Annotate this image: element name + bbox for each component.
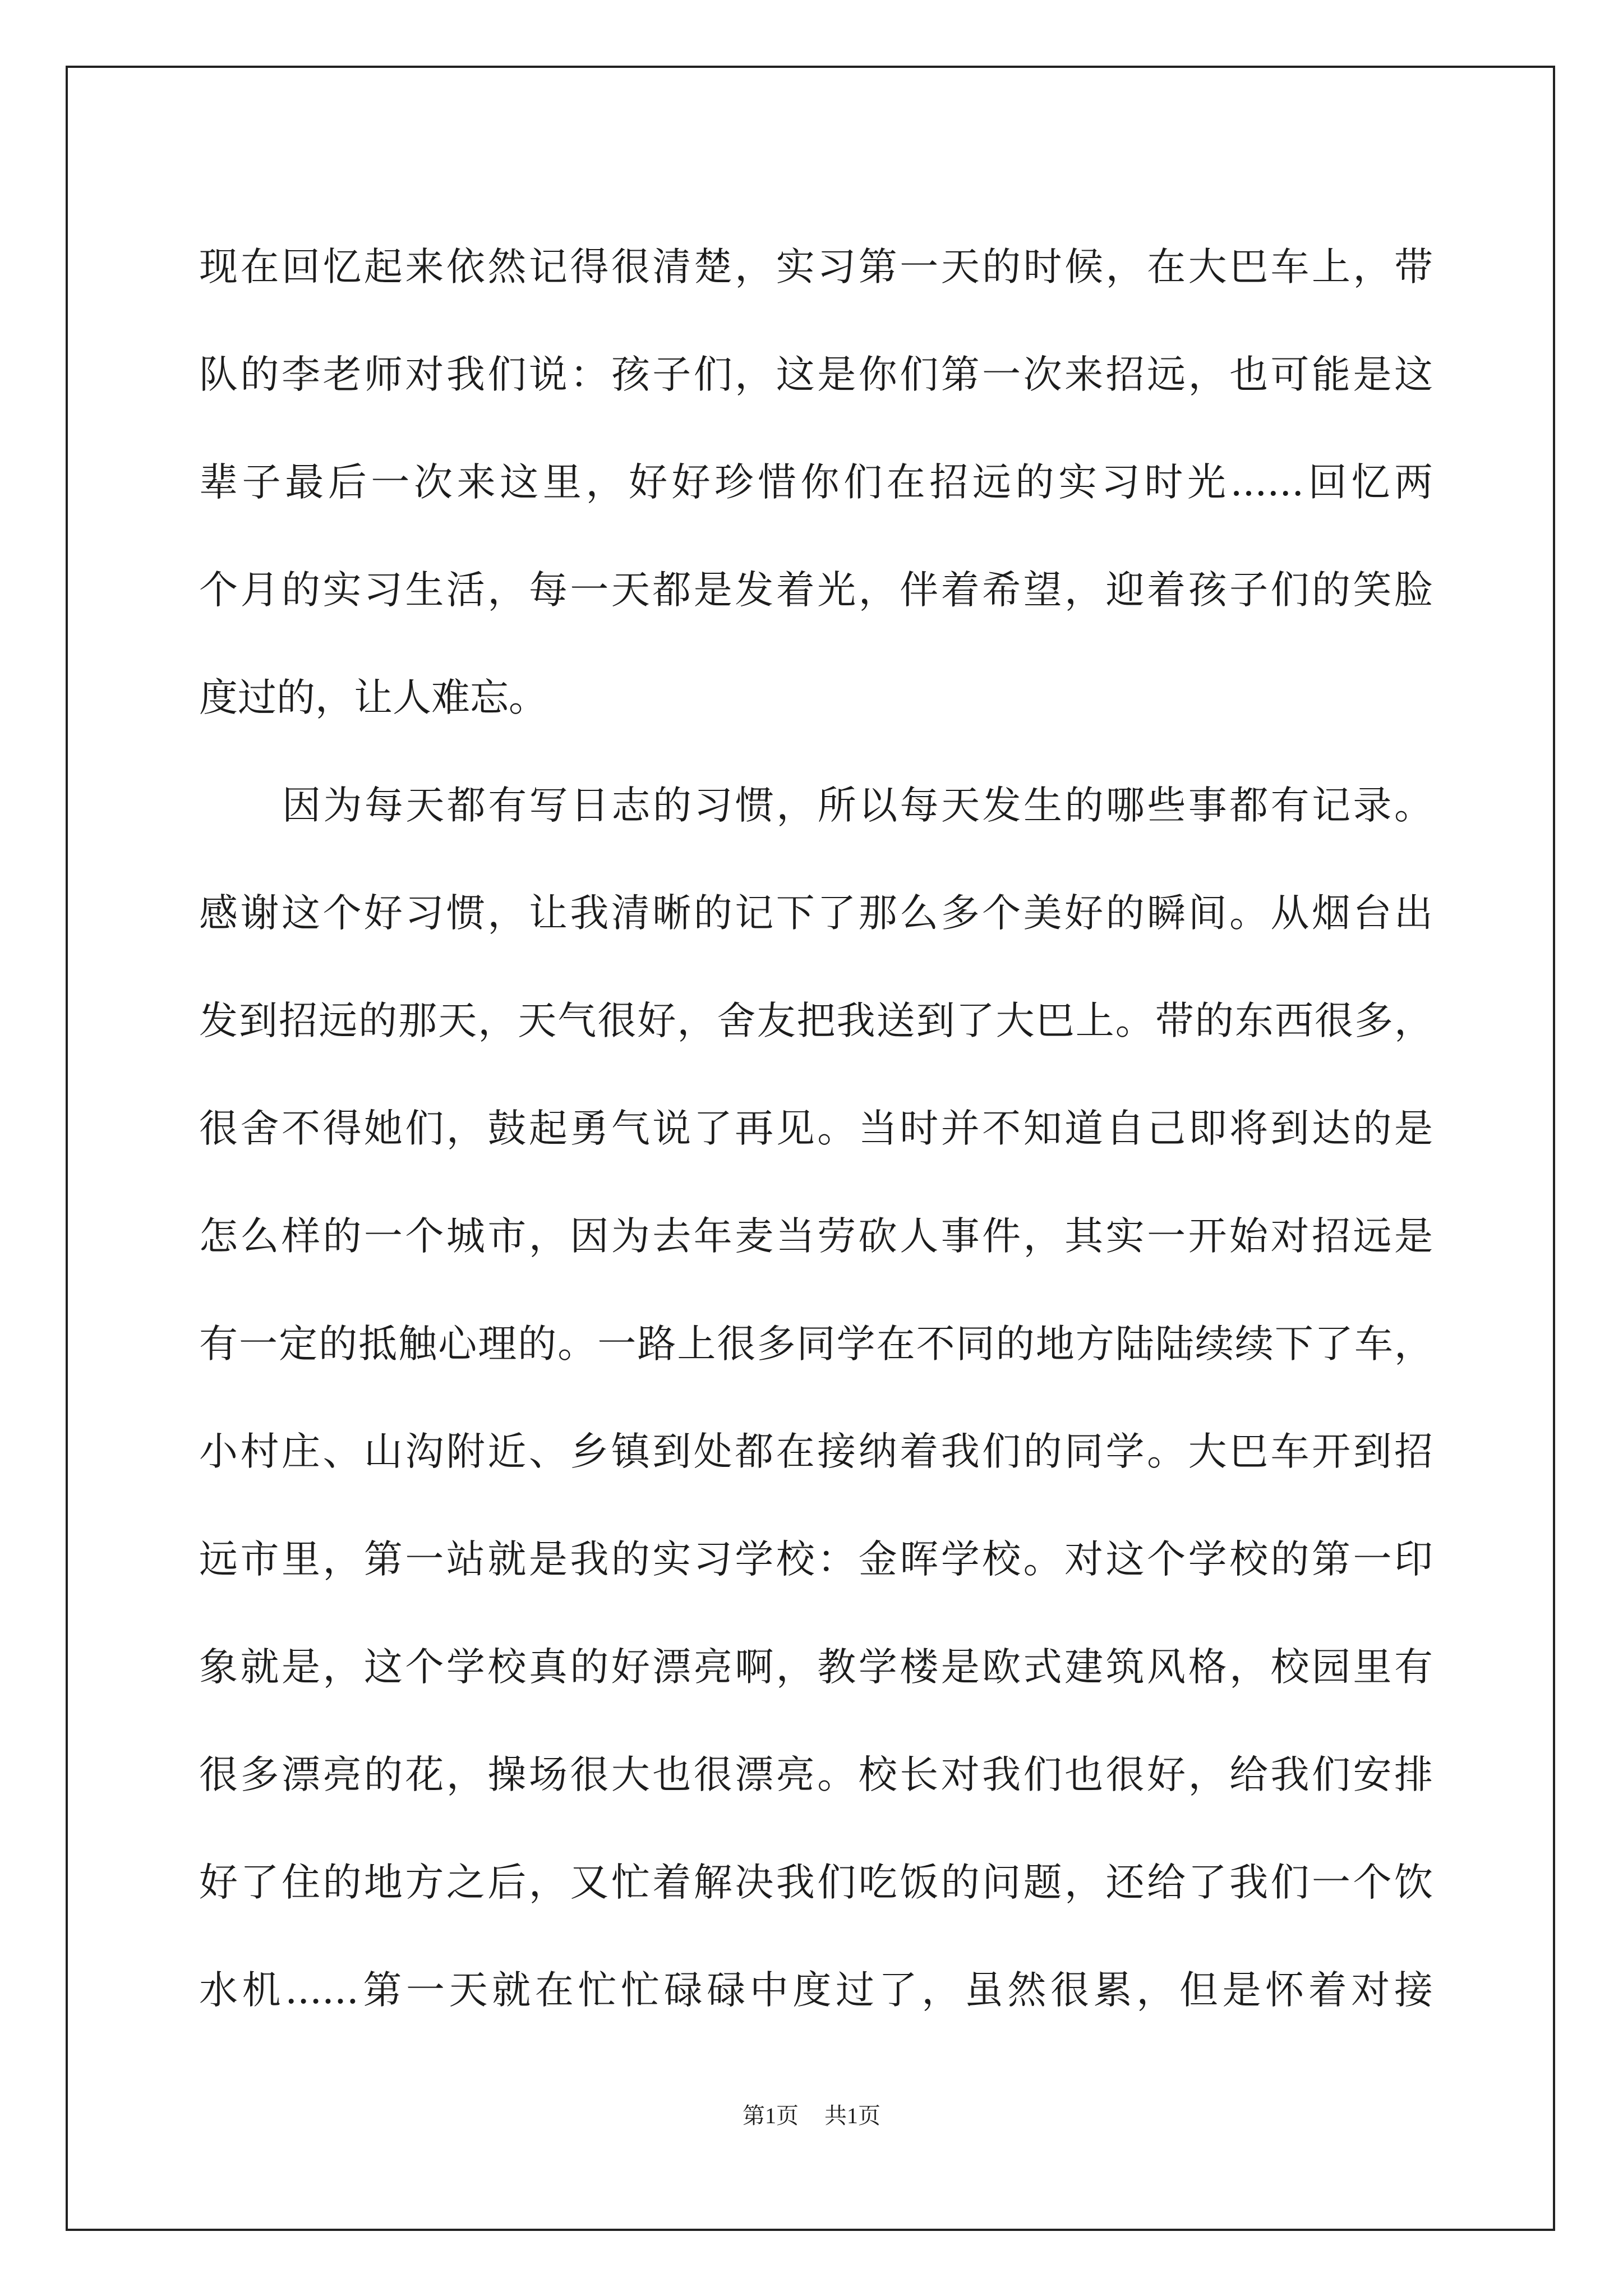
- text-line: 怎么样的一个城市，因为去年麦当劳砍人事件，其实一开始对招远是: [199, 1214, 1433, 1259]
- text-line: 很舍不得她们，鼓起勇气说了再见。当时并不知道自己即将到达的是: [199, 1106, 1433, 1151]
- text-line: 感谢这个好习惯，让我清晰的记下了那么多个美好的瞬间。从烟台出: [199, 891, 1433, 936]
- text-line: 水机......第一天就在忙忙碌碌中度过了，虽然很累，但是怀着对接: [199, 1968, 1433, 2013]
- text-line-paragraph-start: 因为每天都有写日志的习惯，所以每天发生的哪些事都有记录。: [282, 783, 1433, 828]
- text-line: 象就是，这个学校真的好漂亮啊，教学楼是欧式建筑风格，校园里有: [199, 1645, 1433, 1690]
- page-footer: [0, 2098, 1623, 2130]
- text-line: 辈子最后一次来这里，好好珍惜你们在招远的实习时光......回忆两: [199, 460, 1433, 505]
- text-line: 好了住的地方之后，又忙着解决我们吃饭的问题，还给了我们一个饮: [199, 1860, 1433, 1905]
- text-line: 度过的，让人难忘。: [199, 675, 547, 720]
- text-line: 很多漂亮的花，操场很大也很漂亮。校长对我们也很好，给我们安排: [199, 1752, 1433, 1797]
- page-count: 共1页: [824, 2103, 880, 2128]
- text-line: 个月的实习生活，每一天都是发着光，伴着希望，迎着孩子们的笑脸: [199, 568, 1433, 613]
- text-line: 远市里，第一站就是我的实习学校：金晖学校。对这个学校的第一印: [199, 1537, 1433, 1582]
- text-line: 有一定的抵触心理的。一路上很多同学在不同的地方陆陆续续下了车，: [199, 1322, 1433, 1366]
- text-line: 现在回忆起来依然记得很清楚，实习第一天的时候，在大巴车上，带: [199, 245, 1433, 289]
- page-number: 第1页: [743, 2103, 799, 2128]
- text-line: 队的李老师对我们说：孩子们，这是你们第一次来招远，也可能是这: [199, 352, 1433, 397]
- document-body: [199, 213, 1433, 2044]
- text-line: 发到招远的那天，天气很好，舍友把我送到了大巴上。带的东西很多，: [199, 999, 1433, 1043]
- text-line: 小村庄、山沟附近、乡镇到处都在接纳着我们的同学。大巴车开到招: [199, 1429, 1433, 1474]
